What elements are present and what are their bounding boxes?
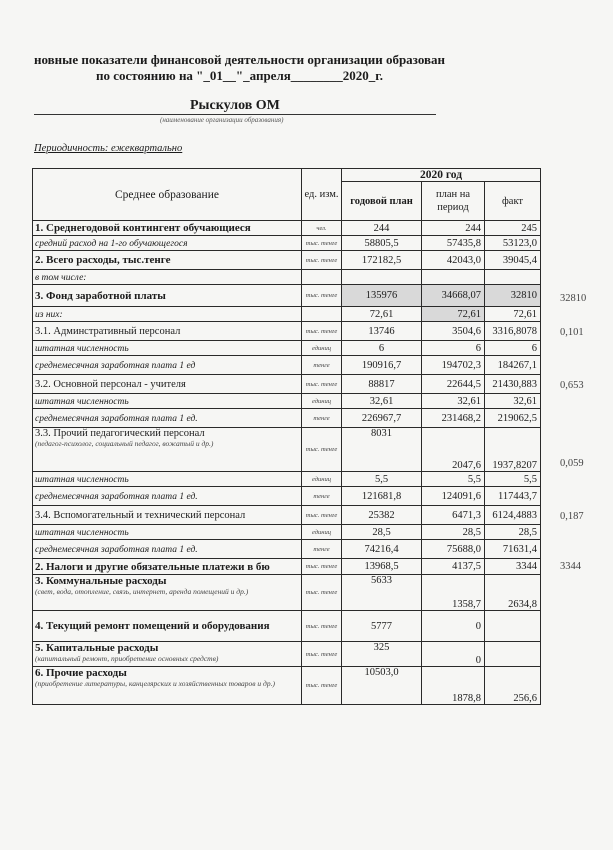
row-fact	[485, 642, 541, 667]
row-period-plan: 6471,3	[422, 506, 485, 525]
row-label	[33, 667, 302, 705]
row-annual-plan: 226967,7	[342, 409, 422, 428]
row-unit: тенге	[302, 356, 342, 375]
row-label	[33, 487, 302, 506]
table-row	[33, 540, 541, 559]
row-label-text: 3. Коммунальные расходы	[35, 575, 167, 587]
row-annual-plan: 25382	[342, 506, 422, 525]
table-row	[33, 559, 541, 575]
table-row	[33, 642, 541, 667]
row-fact: 32810	[485, 285, 541, 307]
periodicity: Периодичность: ежеквартально	[34, 143, 183, 154]
row-annual-plan: 190916,7	[342, 356, 422, 375]
table-row	[33, 285, 541, 307]
row-period-plan: 6	[422, 341, 485, 356]
table-row	[33, 667, 541, 705]
table-row	[33, 611, 541, 642]
col-fact: факт	[485, 182, 541, 221]
row-period-plan: 244	[422, 221, 485, 236]
row-period-plan: 5,5	[422, 472, 485, 487]
row-label	[33, 270, 302, 285]
row-period-plan: 1878,8	[422, 667, 485, 705]
row-fact: 6124,4883	[485, 506, 541, 525]
row-fact: 1937,8207	[485, 428, 541, 472]
row-note: (приобретение литературы, канцелярских и хозяйственных товаров и др.)	[35, 679, 275, 688]
row-unit: тыс. тенге	[302, 667, 342, 705]
row-fact: 3344	[485, 559, 541, 575]
row-label	[33, 356, 302, 375]
row-annual-plan: 32,61	[342, 394, 422, 409]
table-row	[33, 307, 541, 322]
row-note: (педагог-психолог, социальный педагог, вожатый и др.)	[35, 439, 214, 448]
row-unit: тыс. тенге	[302, 506, 342, 525]
row-unit	[302, 307, 342, 322]
table-row	[33, 236, 541, 251]
table-row	[33, 506, 541, 525]
row-unit: тыс. тенге	[302, 322, 342, 341]
row-unit: единиц	[302, 472, 342, 487]
row-fact: 28,5	[485, 525, 541, 540]
row-label-text: среднемесячная заработная плата 1 ед	[35, 360, 196, 371]
row-unit: тенге	[302, 409, 342, 428]
row-annual-plan: 244	[342, 221, 422, 236]
row-annual-plan: 5777	[342, 611, 422, 642]
table-row	[33, 251, 541, 270]
table-row	[33, 375, 541, 394]
row-unit: тыс. тенге	[302, 611, 342, 642]
row-label-text: из них:	[35, 309, 63, 320]
row-label-text: 3.3. Прочий педагогический персонал	[35, 428, 205, 439]
row-label-text: 4. Текущий ремонт помещений и оборудования	[35, 620, 270, 632]
row-fact: 53123,0	[485, 236, 541, 251]
table-row	[33, 487, 541, 506]
row-label-text: среднемесячная заработная плата 1 ед.	[35, 544, 198, 555]
row-unit: тенге	[302, 487, 342, 506]
row-period-plan: 2047,6	[422, 428, 485, 472]
row-fact: 245	[485, 221, 541, 236]
row-fact: 6	[485, 341, 541, 356]
row-label	[33, 506, 302, 525]
side-value: 32810	[560, 292, 587, 304]
row-annual-plan: 74216,4	[342, 540, 422, 559]
row-fact: 219062,5	[485, 409, 541, 428]
col-year: 2020 год	[342, 169, 541, 182]
row-period-plan: 3504,6	[422, 322, 485, 341]
row-period-plan: 4137,5	[422, 559, 485, 575]
row-annual-plan: 5633	[342, 575, 422, 611]
row-period-plan: 194702,3	[422, 356, 485, 375]
row-label	[33, 322, 302, 341]
row-fact: 2634,8	[485, 575, 541, 611]
row-period-plan: 32,61	[422, 394, 485, 409]
row-fact	[485, 270, 541, 285]
row-unit: тыс. тенге	[302, 236, 342, 251]
side-value: 0,059	[560, 457, 584, 469]
organization-underline	[34, 114, 436, 115]
row-annual-plan: 28,5	[342, 525, 422, 540]
row-fact: 72,61	[485, 307, 541, 322]
row-label	[33, 525, 302, 540]
side-value: 0,187	[560, 510, 584, 522]
row-fact: 39045,4	[485, 251, 541, 270]
row-label-text: 1. Среднегодовой контингент обучающиеся	[35, 222, 251, 234]
row-label	[33, 540, 302, 559]
report-title-line1: новные показатели финансовой деятельности организации образован	[34, 52, 446, 67]
table-row	[33, 428, 541, 472]
row-label	[33, 559, 302, 575]
organization-caption: (наименование организации образования)	[160, 116, 284, 124]
row-period-plan: 75688,0	[422, 540, 485, 559]
row-label	[33, 394, 302, 409]
row-label-text: среднемесячная заработная плата 1 ед.	[35, 491, 198, 502]
row-fact: 3316,8078	[485, 322, 541, 341]
row-fact: 32,61	[485, 394, 541, 409]
row-unit: тенге	[302, 540, 342, 559]
row-annual-plan: 325	[342, 642, 422, 667]
row-label	[33, 428, 302, 472]
table-row	[33, 575, 541, 611]
row-period-plan: 28,5	[422, 525, 485, 540]
col-annual: годовой план	[342, 182, 422, 221]
row-annual-plan: 172182,5	[342, 251, 422, 270]
row-annual-plan: 10503,0	[342, 667, 422, 705]
row-unit: тыс. тенге	[302, 575, 342, 611]
row-fact	[485, 611, 541, 642]
row-period-plan: 231468,2	[422, 409, 485, 428]
row-period-plan	[422, 270, 485, 285]
financial-table	[32, 168, 541, 705]
row-period-plan: 72,61	[422, 307, 485, 322]
row-label	[33, 375, 302, 394]
row-label-text: 6. Прочие расходы	[35, 667, 127, 679]
row-period-plan: 124091,6	[422, 487, 485, 506]
row-label-text: штатная численность	[35, 396, 129, 407]
row-label	[33, 221, 302, 236]
row-annual-plan: 72,61	[342, 307, 422, 322]
row-label	[33, 472, 302, 487]
row-annual-plan: 13968,5	[342, 559, 422, 575]
side-value: 3344	[560, 560, 581, 572]
row-label	[33, 236, 302, 251]
table-row	[33, 270, 541, 285]
row-label-text: 3. Фонд заработной платы	[35, 289, 166, 302]
row-period-plan: 22644,5	[422, 375, 485, 394]
row-period-plan: 1358,7	[422, 575, 485, 611]
row-label-text: среднемесячная заработная плата 1 ед.	[35, 413, 198, 424]
table-row	[33, 322, 541, 341]
row-label-text: 3.2. Основной персонал - учителя	[35, 378, 186, 390]
row-unit: тыс. тенге	[302, 428, 342, 472]
row-annual-plan: 121681,8	[342, 487, 422, 506]
report-title-date: по состоянию на "_01__"_апреля________2020_г.	[96, 68, 383, 83]
row-annual-plan: 58805,5	[342, 236, 422, 251]
row-annual-plan: 135976	[342, 285, 422, 307]
table-row	[33, 409, 541, 428]
row-note: (свет, вода, отопление, связь, интернет, аренда помещений и др.)	[35, 587, 249, 596]
row-unit: единиц	[302, 394, 342, 409]
organization-name: Рыскулов ОМ	[190, 98, 280, 113]
row-label	[33, 642, 302, 667]
row-period-plan: 0	[422, 611, 485, 642]
row-annual-plan: 88817	[342, 375, 422, 394]
row-label-text: штатная численность	[35, 474, 129, 485]
table-row	[33, 525, 541, 540]
row-label-text: 3.1. Админстративный персонал	[35, 325, 181, 337]
row-unit: единиц	[302, 341, 342, 356]
row-unit: чел.	[302, 221, 342, 236]
row-label-text: штатная численность	[35, 343, 129, 354]
row-unit: тыс. тенге	[302, 375, 342, 394]
row-label-text: 2. Налоги и другие обязательные платежи в бю	[35, 560, 270, 573]
table-row	[33, 472, 541, 487]
row-label	[33, 575, 302, 611]
row-unit: тыс. тенге	[302, 559, 342, 575]
row-label-text: средний расход на 1-го обучающегося	[35, 238, 188, 249]
row-label	[33, 251, 302, 270]
row-annual-plan: 6	[342, 341, 422, 356]
row-unit: тыс. тенге	[302, 251, 342, 270]
row-label-text: 2. Всего расходы, тыс.тенге	[35, 254, 171, 266]
side-value: 0,653	[560, 379, 584, 391]
row-label	[33, 409, 302, 428]
row-annual-plan: 13746	[342, 322, 422, 341]
row-annual-plan: 8031	[342, 428, 422, 472]
row-period-plan: 34668,07	[422, 285, 485, 307]
table-row	[33, 356, 541, 375]
table-row	[33, 341, 541, 356]
row-fact: 5,5	[485, 472, 541, 487]
row-fact: 117443,7	[485, 487, 541, 506]
row-label-text: штатная численность	[35, 527, 129, 538]
row-annual-plan: 5,5	[342, 472, 422, 487]
row-unit: тыс. тенге	[302, 285, 342, 307]
row-fact: 21430,883	[485, 375, 541, 394]
row-fact: 184267,1	[485, 356, 541, 375]
row-label-text: 3.4. Вспомогательный и технический персонал	[35, 509, 246, 521]
row-unit: тыс. тенге	[302, 642, 342, 667]
row-unit: единиц	[302, 525, 342, 540]
row-fact: 71631,4	[485, 540, 541, 559]
row-label-text: в том числе:	[35, 272, 87, 283]
row-period-plan: 42043,0	[422, 251, 485, 270]
row-label	[33, 341, 302, 356]
row-note: (капитальный ремонт, приобретение основных средств)	[35, 654, 219, 663]
row-period-plan: 0	[422, 642, 485, 667]
row-label	[33, 611, 302, 642]
col-title: Среднее образование	[33, 169, 302, 221]
row-label	[33, 285, 302, 307]
row-annual-plan	[342, 270, 422, 285]
row-label	[33, 307, 302, 322]
col-period: план на период	[422, 182, 485, 221]
row-period-plan: 57435,8	[422, 236, 485, 251]
row-unit	[302, 270, 342, 285]
table-row	[33, 221, 541, 236]
side-value: 0,101	[560, 326, 584, 338]
row-label-text: 5. Капитальные расходы	[35, 642, 159, 654]
row-fact: 256,6	[485, 667, 541, 705]
table-row	[33, 394, 541, 409]
col-unit: ед. изм.	[302, 169, 342, 221]
